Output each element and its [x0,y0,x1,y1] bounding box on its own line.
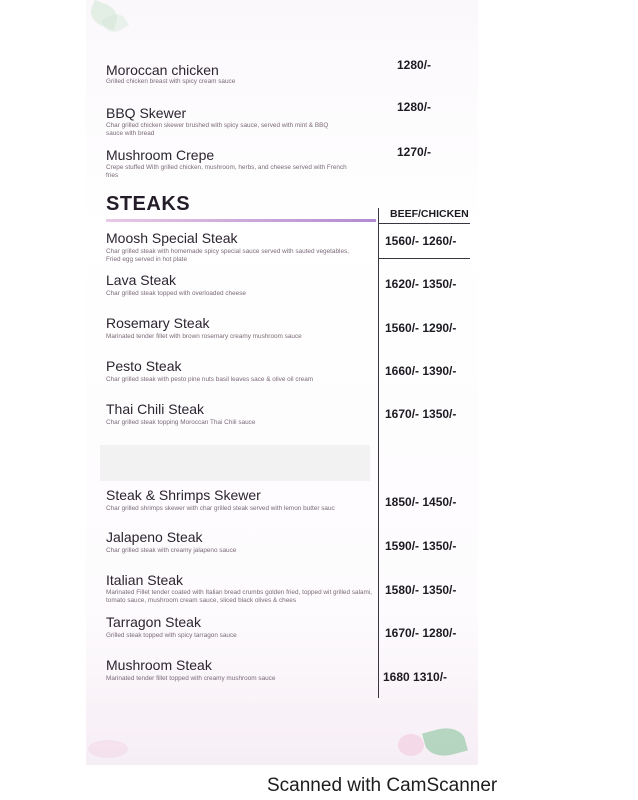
menu-item-name: Thai Chili Steak [106,401,205,417]
menu-item-name: Lava Steak [106,272,177,288]
table-row-separator [378,258,470,259]
price-column-header-rule [378,223,470,224]
menu-item-description: Grilled steak topped with spicy tarragon sauce [106,632,237,639]
menu-item-price: 1660/- 1390/- [385,364,457,378]
section-title-steaks: STEAKS [106,193,191,215]
menu-item-price: 1280/- [397,58,432,72]
price-column-divider [378,208,379,698]
menu-item-price: 1560/- 1290/- [385,321,457,335]
menu-item-name: Italian Steak [106,572,184,588]
menu-item-price: 1620/- 1350/- [385,277,457,291]
menu-item-description: Marinated tender fillet with brown rosemary creamy mushroom sauce [106,333,302,340]
menu-item-description: Char grilled steak with homemade spicy special sauce served with sauted vegetables, Fried egg served in hot plate [106,248,349,263]
menu-item-description: Marinated Fillet tender coated with Italian bread crumbs golden fried, topped wit grilled salami, tomato sauce, mushroom cream sauce, sliced black olives & chees [106,589,373,604]
floral-decoration-bottom-right [398,734,424,756]
menu-item-name: Moosh Special Steak [106,230,238,246]
menu-item-name: Steak & Shrimps Skewer [106,487,261,503]
menu-item-description: Crepe stuffed With grilled chicken, mushroom, herbs, and cheese served with French fries [106,164,347,179]
price-column-header: BEEF/CHICKEN [390,208,469,220]
scanner-watermark-text: Scanned with CamScanner [267,775,498,796]
menu-item-name: Mushroom Steak [106,657,212,673]
menu-item-description: Char grilled steak topped with overloaded cheese [106,290,246,297]
menu-item-description: Char grilled steak with pesto pine nuts basil leaves sace & olive oil cream [106,376,314,383]
menu-item-name: Pesto Steak [106,358,182,374]
scan-artifact [100,445,370,481]
menu-item-name: Jalapeno Steak [106,529,203,545]
menu-item-price: 1280/- [397,100,432,114]
menu-item-description: Char grilled shrimps skewer with char grilled steak served with lemon butter sauc [106,505,335,512]
menu-item-name: Rosemary Steak [106,315,210,331]
menu-item-name: Moroccan chicken [106,62,219,78]
menu-item-price: 1560/- 1260/- [385,234,457,248]
floral-decoration-bottom-left [88,740,128,758]
menu-item-price: 1670/- 1280/- [385,626,457,640]
menu-item-price: 1270/- [397,145,432,159]
menu-item-description: Char grilled steak with creamy jalapeno sauce [106,547,237,554]
menu-item-description: Marinated tender fillet topped with creamy mushroom sauce [106,675,276,682]
menu-item-description: Char grilled chicken skewer brushed with spicy sauce, served with mint & BBQ sauce with bread [106,122,329,137]
menu-item-price: 1850/- 1450/- [385,495,457,509]
menu-item-name: Mushroom Crepe [106,147,215,163]
menu-item-price: 1680 1310/- [383,670,448,684]
menu-item-price: 1580/- 1350/- [385,583,457,597]
menu-item-price: 1670/- 1350/- [385,407,457,421]
menu-item-name: BBQ Skewer [106,105,187,121]
section-underline [106,219,376,222]
menu-item-price: 1590/- 1350/- [385,539,457,553]
menu-item-name: Tarragon Steak [106,614,201,630]
menu-item-description: Grilled chicken breast with spicy cream sauce [106,78,236,85]
menu-item-description: Char grilled steak topping Moroccan Thai Chili sauce [106,419,256,426]
